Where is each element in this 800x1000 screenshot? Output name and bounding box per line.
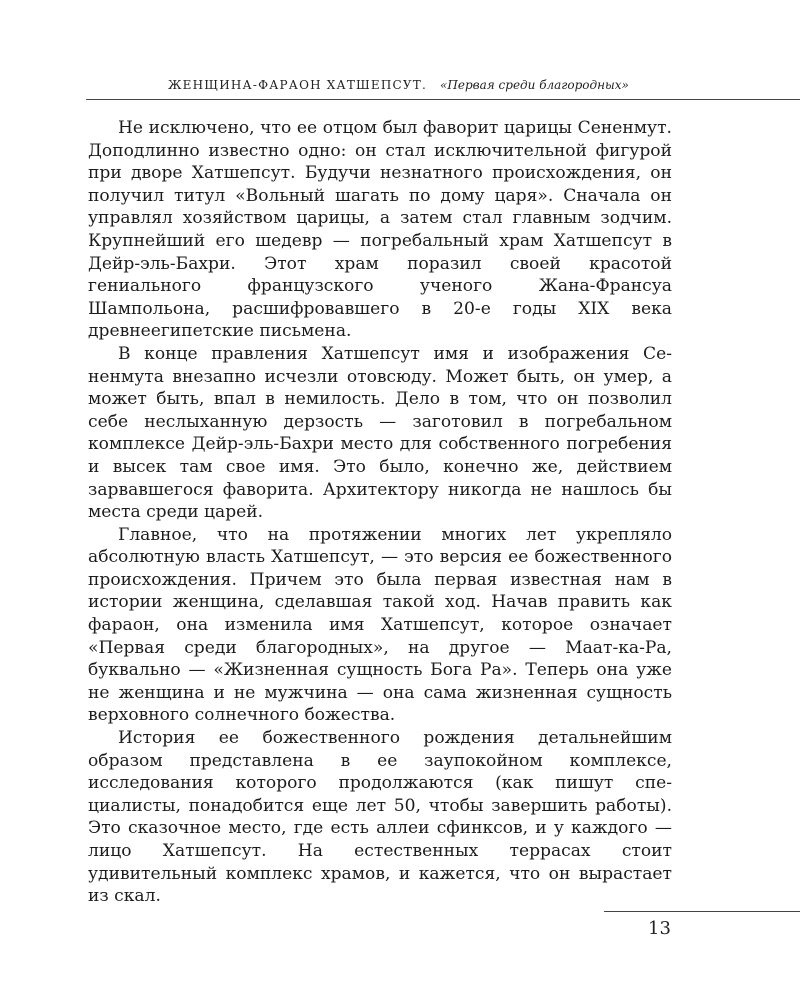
running-header	[168, 78, 670, 98]
body-text	[88, 117, 672, 908]
paragraph: Не исключено, что ее отцом был фаворит царицы Сененмут. Доподлинно известно одно: он стал исключительной фигурой при дворе Хатшепсут. Будучи незнатного происхождения, он получил титул «Вольный шагать по дому царя». Сначала он управлял хозяйством царицы, а затем стал главным зодчим. Крупнейший его шедевр — погребальный храм Хатшепсут в Дейр-эль-Бахри. Этот храм поразил своей красотой гениального французского ученого Жана-Франсуа Шампольона, расшифровавшего в 20-е годы XIX века древнеегипетские письмена.	[88, 118, 672, 342]
paragraph: История ее божественного рождения детальнейшим образом представлена в ее заупокойном комплексе, исследования которого продолжаются (как пишут специалисты, понадобится еще лет 50, чтобы завершить работы). Это сказочное место, где есть аллеи сфинксов, и у каждого — лицо Хатшепсут. На естественных террасах стоит удивительный комплекс храмов, и кажется, что он вырастает из скал.	[88, 728, 672, 907]
running-header-chapter-title: «Первая среди благородных»	[440, 78, 629, 92]
paragraph: В конце правления Хатшепсут имя и изображения Сененмута внезапно исчезли отовсюду. Может быть, он умер, а может быть, впал в немилость. Дело в том, что он позволил себе неслыханную дерзость — заготовил в погребальном комплексе Дейр-эль-Бахри место для собственного погребения и высек там свое имя. Это было, конечно же, действием зарвавшегося фаворита. Архитектору никогда не нашлось бы места среди царей.	[88, 343, 672, 523]
header-rule	[86, 99, 800, 100]
page-number: 13	[648, 918, 671, 939]
running-header-book-title: ЖЕНЩИНА-ФАРАОН ХАТШЕПСУТ.	[168, 78, 428, 92]
footer-rule	[604, 911, 800, 912]
paragraph: Главное, что на протяжении многих лет укрепляло абсолютную власть Хатшепсут, — это версия ее божественного происхождения. Причем это была первая известная нам в истории женщина, сделавшая такой ход. Начав править как фараон, она изменила имя Хатшепсут, которое означает «Первая среди благородных», на другое — Маат-ка-Ра, буквально — «Жизненная сущность Бога Ра». Теперь она уже не женщина и не мужчина — она сама жизненная сущность верховного солнечного божества.	[88, 524, 672, 726]
